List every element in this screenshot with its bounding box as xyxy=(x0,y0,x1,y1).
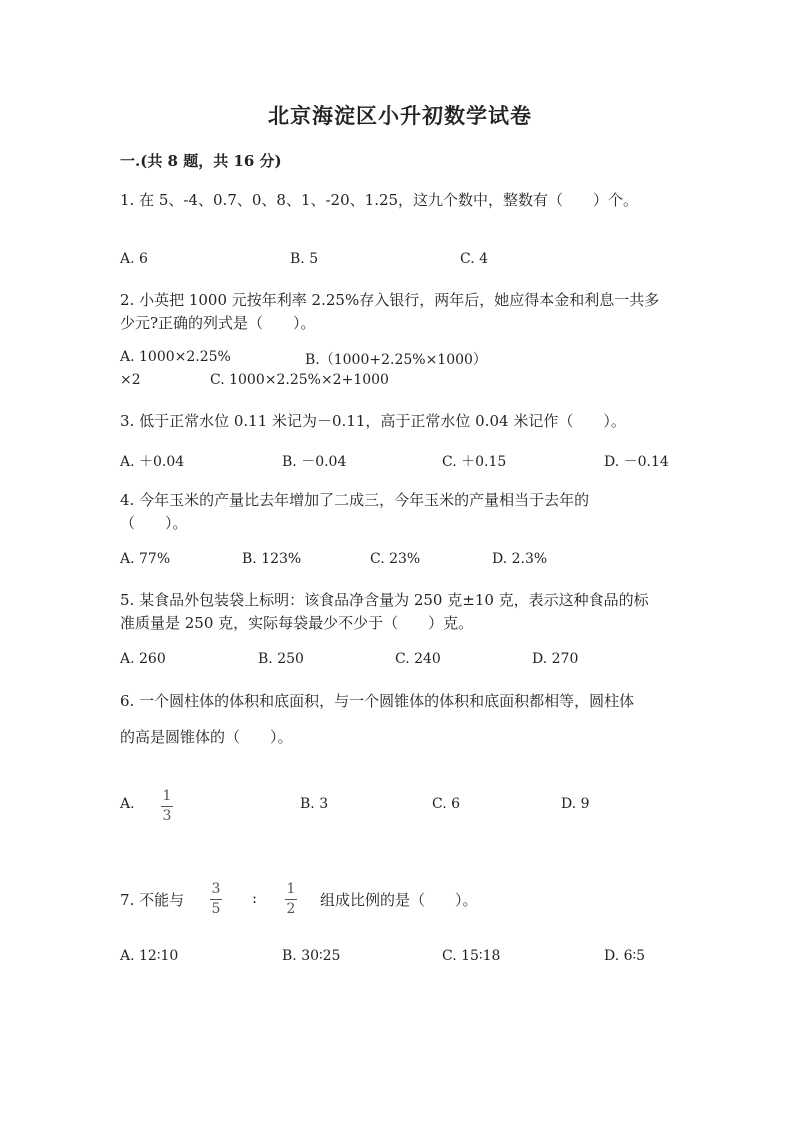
option-b: B.（1000+2.25%×1000） xyxy=(305,352,487,368)
question-text: 组成比例的是（ ）。 xyxy=(320,891,478,909)
ratio-colon: : xyxy=(252,889,258,907)
fraction-numerator: 1 xyxy=(286,881,296,897)
question-text: 7. 不能与 xyxy=(120,891,185,909)
question-text: 准质量是 250 克，实际每袋最少不少于（ ）克。 xyxy=(120,614,474,632)
option-a: A. 1000×2.25% xyxy=(120,349,231,365)
option-c: C. 23% xyxy=(370,551,421,567)
option-b: B. 123% xyxy=(242,551,302,567)
option-b: B. 5 xyxy=(290,251,319,267)
fraction-denominator: 5 xyxy=(211,900,221,917)
question-text: 4. 今年玉米的产量比去年增加了二成三，今年玉米的产量相当于去年的 xyxy=(120,491,590,509)
option-a-fraction xyxy=(161,789,173,823)
option-a: A. 260 xyxy=(120,651,166,667)
fraction-1-2 xyxy=(285,882,297,916)
option-c: C. 6 xyxy=(432,796,461,812)
fraction-numerator: 3 xyxy=(211,881,221,897)
option-d: D. 270 xyxy=(532,651,579,667)
option-a: A. ＋0.04 xyxy=(120,454,185,470)
page-title: 北京海淀区小升初数学试卷 xyxy=(268,103,532,128)
option-d: D. －0.14 xyxy=(604,454,669,470)
question-text: 少元?正确的列式是（ ）。 xyxy=(120,314,316,332)
fraction-denominator: 2 xyxy=(286,900,296,917)
question-text: 的高是圆锥体的（ ）。 xyxy=(120,728,293,746)
question-text: 5. 某食品外包装袋上标明：该食品净含量为 250 克±10 克，表示这种食品的标 xyxy=(120,591,649,609)
question-text: 2. 小英把 1000 元按年利率 2.25%存入银行，两年后，她应得本金和利息一共多 xyxy=(120,291,660,309)
option-a: A. 6 xyxy=(120,251,148,267)
fraction-bar xyxy=(285,899,297,900)
option-a: A. 77% xyxy=(120,551,171,567)
section-heading: 一.(共 8 题，共 16 分) xyxy=(120,152,282,170)
option-c: C. ＋0.15 xyxy=(442,454,507,470)
option-a: A. xyxy=(120,796,135,812)
question-text: 3. 低于正常水位 0.11 米记为－0.11，高于正常水位 0.04 米记作（ ）。 xyxy=(120,412,626,430)
option-b: B. 30∶25 xyxy=(282,948,341,964)
fraction-bar xyxy=(210,899,222,900)
option-c: C. 1000×2.25%×2+1000 xyxy=(210,372,389,388)
fraction-denominator: 3 xyxy=(162,807,172,824)
option-b: B. 3 xyxy=(300,796,329,812)
option-d: D. 6∶5 xyxy=(604,948,646,964)
question-text: 1. 在 5、-4、0.7、0、8、1、-20、1.25，这九个数中，整数有（ ）个。 xyxy=(120,191,639,209)
option-c: C. 240 xyxy=(395,651,441,667)
fraction-numerator: 1 xyxy=(162,788,172,804)
option-a: A. 12∶10 xyxy=(120,948,179,964)
option-d: D. 9 xyxy=(561,796,590,812)
option-c: C. 4 xyxy=(460,251,489,267)
option-c: C. 15∶18 xyxy=(442,948,501,964)
option-b-continued: ×2 xyxy=(120,372,141,388)
question-text: 6. 一个圆柱体的体积和底面积，与一个圆锥体的体积和底面积都相等，圆柱体 xyxy=(120,692,635,710)
option-b: B. 250 xyxy=(258,651,304,667)
option-b: B. －0.04 xyxy=(282,454,347,470)
question-text: （ ）。 xyxy=(120,514,188,532)
fraction-3-5 xyxy=(210,882,222,916)
option-d: D. 2.3% xyxy=(492,551,548,567)
fraction-bar xyxy=(161,806,173,807)
